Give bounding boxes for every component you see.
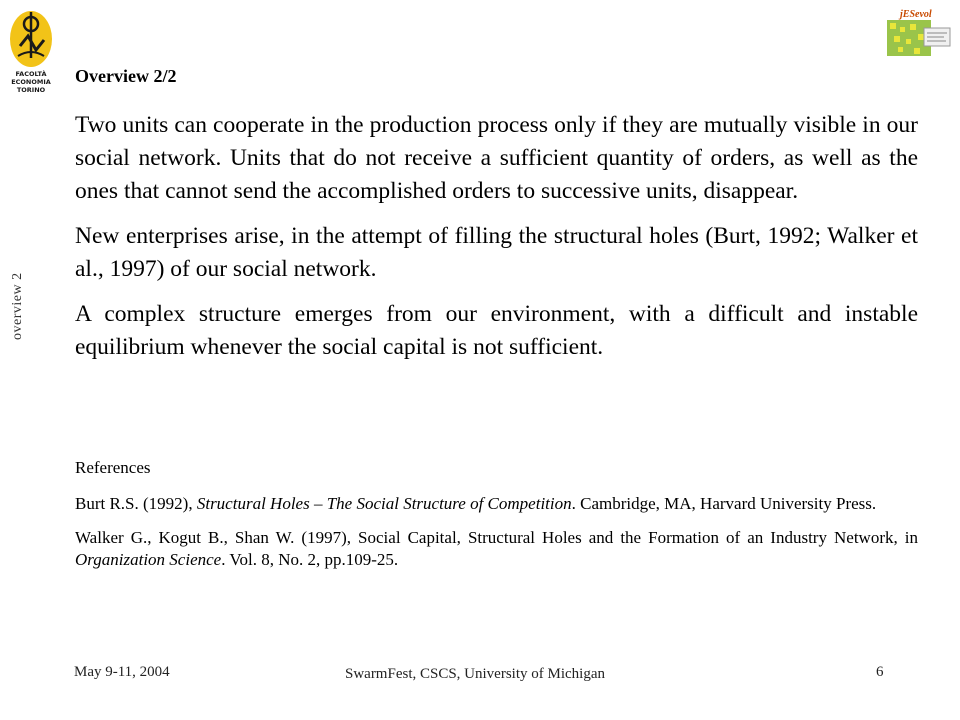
footer-date: May 9-11, 2004 <box>74 664 170 680</box>
reference-title: Structural Holes – The Social Structure of Competition <box>196 494 572 513</box>
faculty-economics-turin-logo-icon <box>6 6 56 96</box>
references-section <box>75 457 918 583</box>
slide-title: Overview 2/2 <box>75 66 177 86</box>
side-label: overview 2 <box>10 272 25 340</box>
reference-publisher: . Cambridge, MA, Harvard University Press. <box>571 494 877 513</box>
logo-line1: FACOLTÀ <box>15 70 47 78</box>
footer-event: SwarmFest, CSCS, University of Michigan <box>344 666 605 682</box>
body-paragraph: New enterprises arise, in the attempt of filling the structural holes (Burt, 1992; Walker et al., 1997) of our social network. <box>75 223 918 282</box>
logo-line3: TORINO <box>16 86 46 94</box>
reference-item <box>75 493 918 515</box>
reference-item <box>75 527 918 571</box>
references-heading: References <box>75 458 151 477</box>
jesevol-text: jESevol <box>900 9 932 20</box>
jesevol-logo <box>884 6 954 60</box>
jesevol-logo-icon <box>884 6 954 60</box>
reference-journal: Organization Science <box>75 550 222 569</box>
reference-authors: Burt R.S. (1992), <box>75 494 197 513</box>
body-paragraph: Two units can cooperate in the production process only if they are mutually visible in our social network. Units that do not receive a sufficient quantity of orders, as well as the ones that cannot send the accomplished orders to successive units, disappear. <box>75 112 918 204</box>
body-paragraph: A complex structure emerges from our environment, with a difficult and instable equilibrium whenever the social capital is not sufficient. <box>75 301 918 360</box>
faculty-logo <box>6 6 56 96</box>
reference-authors: Walker G., Kogut B., Shan W. (1997), Social Capital, Structural Holes and the Formation of an Industry Network, in <box>75 528 918 547</box>
logo-line2: ECONOMIA <box>11 78 51 86</box>
slide-body <box>75 109 918 376</box>
page-number: 6 <box>876 664 884 680</box>
reference-volume: . Vol. 8, No. 2, pp.109-25. <box>221 550 399 569</box>
